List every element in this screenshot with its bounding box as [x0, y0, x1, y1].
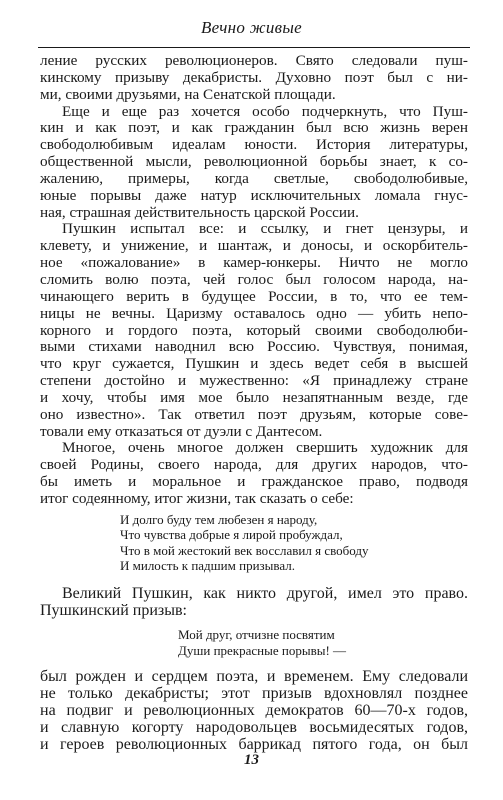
text-line: и хочу, чтобы имя мое было незапятнанным везде, где [40, 388, 468, 406]
text-line: на подвиг и революционных демократов 60—70-х годов, [40, 702, 468, 720]
paragraph-2 [40, 104, 468, 222]
text-line: ницы не вечны. Царизму оставалось одно — убить непо- [40, 304, 468, 322]
header-rule [38, 47, 470, 48]
spacer [40, 619, 468, 627]
text-line: сломить волю поэта, чей голос был голосом народа, на- [40, 270, 468, 288]
text-line: товали ему отказаться от дуэли с Дантесом. [40, 422, 323, 440]
text-line: жалению, примеры, когда светлые, свободолюбивые, [40, 169, 468, 187]
text-line: итог содеянному, итог жизни, так сказать о себе: [40, 489, 354, 507]
verse-line: И милость к падшим призывал. [120, 558, 295, 574]
text-line: кинскому призыву декабристы. Духовно поэт был с ни- [40, 68, 468, 86]
body-text [40, 53, 468, 754]
verse-quote-2 [178, 627, 458, 658]
text-line: кин и как поэт, и как гражданин был всю жизнь верен [40, 119, 468, 137]
text-line: Еще и еще раз хочется особо подчеркнуть, что Пуш- [62, 102, 468, 120]
paragraph-4 [40, 440, 468, 507]
text-line: и славную когорту народовольцев восьмидесятых годов, [40, 719, 468, 736]
text-line: Многое, очень многое должен свершить художник для [62, 439, 468, 457]
text-line: юные порывы даже натур исключительных ломала гнус- [40, 186, 468, 204]
text-line: бы иметь и моральное и гражданское право, подводя [40, 473, 468, 491]
text-line: ление русских революционеров. Свято следовали пуш- [40, 52, 468, 69]
page-number: 13 [244, 752, 259, 768]
text-line: что круг сужается, Пушкин и здесь ведет себя в высшей [40, 355, 468, 373]
paragraph-6 [40, 669, 468, 753]
verse-line: Мой друг, отчизне посвятим [178, 627, 335, 643]
text-line: ная, страшная действительность царской России. [40, 203, 359, 221]
text-line: чинающего верить в будущее России, в то, что ее тем- [40, 287, 468, 305]
verse-line: И долго буду тем любезен я народу, [120, 511, 318, 527]
text-line: степени достойно и мужественно: «Я принадлежу стране [40, 372, 468, 390]
text-line: и героев революционных баррикад пятого года, он был [40, 735, 468, 753]
text-line: корного и гордого поэта, который своими свободолюби- [40, 321, 468, 339]
paragraph-1 [40, 53, 468, 104]
verse-line: Что чувства добрые я лирой пробуждал, [120, 527, 343, 543]
text-line: свободолюбивым идеалам юности. История литературы, [40, 136, 468, 154]
paragraph-5 [40, 586, 468, 620]
text-line: ное «пожалование» в камер-юнкеры. Ничто не могло [40, 254, 468, 272]
text-line: клевету, и унижение, и шантаж, и доносы, и оскорбитель- [40, 237, 468, 255]
verse-quote-1 [120, 512, 450, 574]
spacer [40, 574, 468, 586]
running-title: Вечно живые [200, 18, 303, 37]
text-line: Великий Пушкин, как никто другой, имел это право. [62, 584, 468, 602]
text-line: был рожден и сердцем поэта, и временем. Ему следовали [40, 668, 468, 686]
text-line: Пушкинский призыв: [40, 601, 187, 619]
text-line: не только декабристы; этот призыв вдохновлял позднее [40, 685, 468, 703]
text-line: Пушкин испытал все: и ссылку, и гнет цензуры, и [62, 220, 468, 238]
text-line: своей Родины, своего народа, для других народов, что- [40, 456, 468, 474]
text-line: общественной мысли, революционной борьбы знает, к со- [40, 153, 468, 171]
paragraph-3 [40, 221, 468, 440]
verse-line: Души прекрасные порывы! — [178, 642, 347, 658]
text-line: оно известно». Так ответил поэт друзьям, которые сове- [40, 405, 468, 423]
text-line: выми стихами наводнил всю Россию. Чувствуя, понимая, [40, 338, 468, 356]
text-line: ми, своими друзьями, на Сенатской площади. [40, 85, 336, 103]
verse-line: Что в мой жестокий век восславил я свободу [120, 542, 369, 558]
